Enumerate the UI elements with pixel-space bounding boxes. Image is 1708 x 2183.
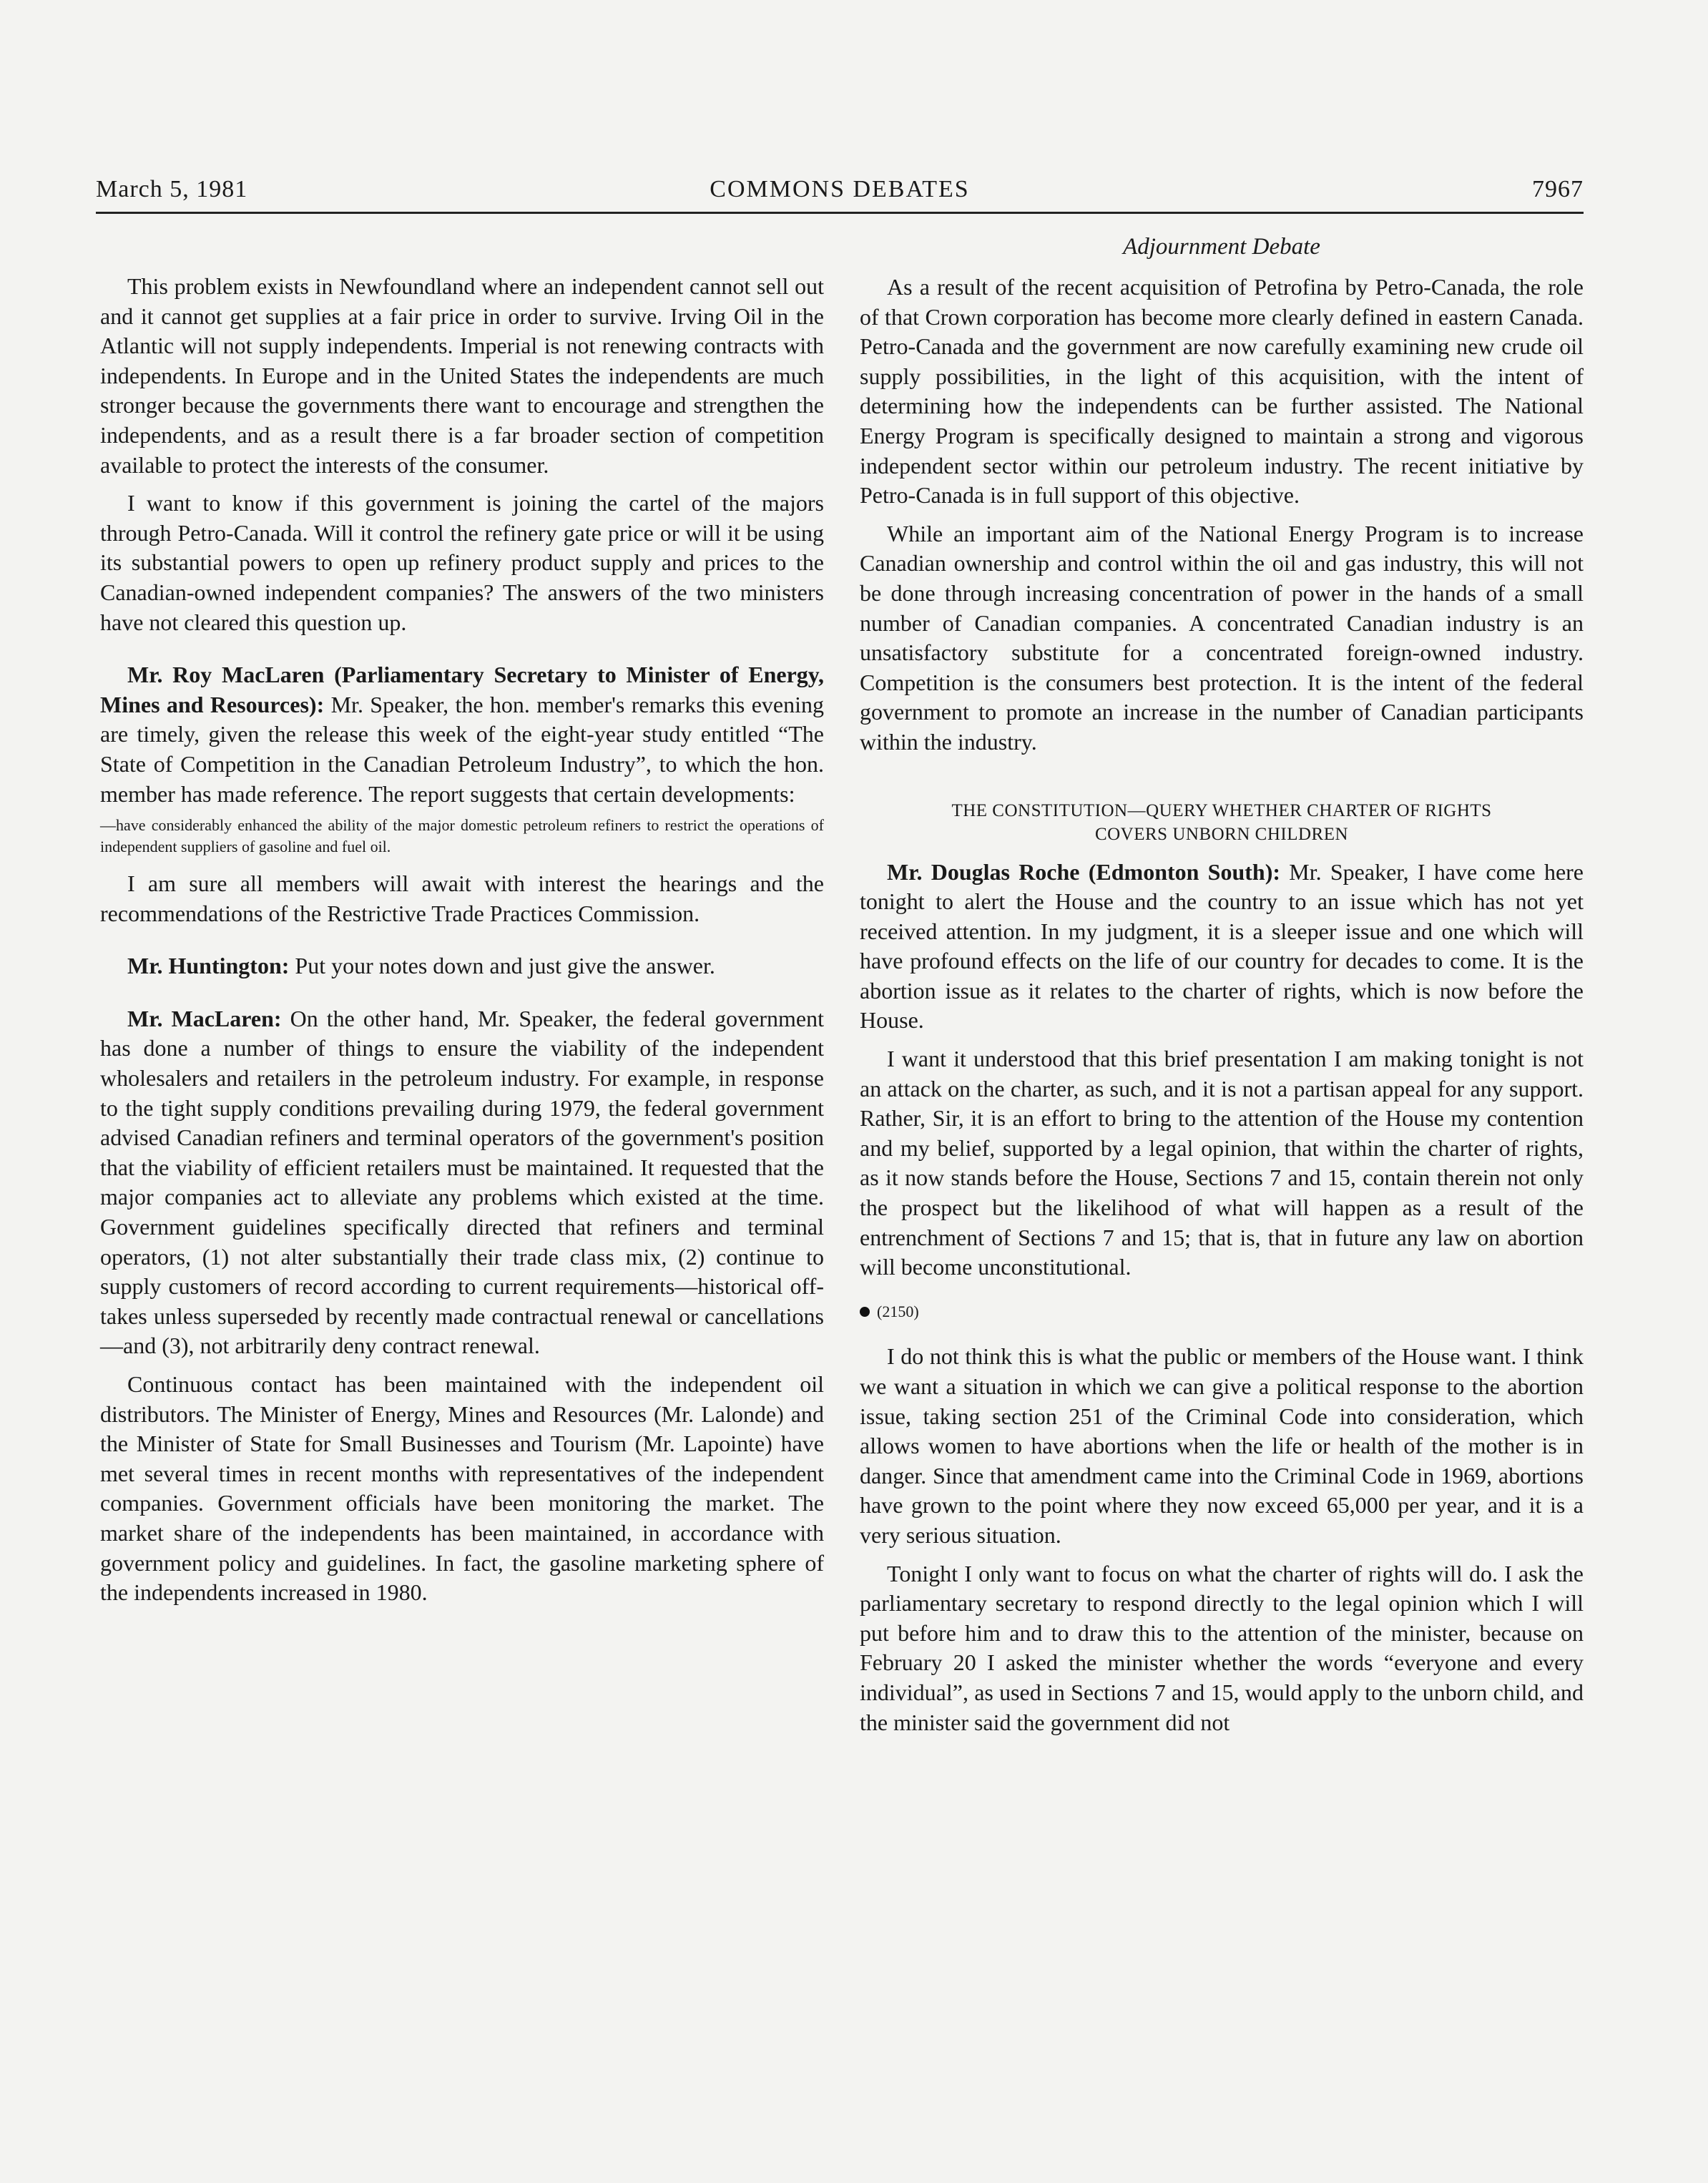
section-heading-line: COVERS UNBORN CHILDREN [1094, 824, 1349, 844]
speaker-name: Mr. Huntington: [127, 953, 290, 979]
speech-text: Mr. Speaker, I have come here tonight to alert the House and the country to an issue which has not yet received attention. In my judgment, it is a sleeper issue and one which will have profound effects on the life of our country for decades to come. It is the abortion issue as it relates to the charter of rights, which is now before the House. [860, 858, 1584, 1034]
section-heading-line: THE CONSTITUTION—QUERY WHETHER CHARTER OF RIGHTS [951, 800, 1492, 820]
header-date: March 5, 1981 [96, 176, 248, 202]
paragraph: Tonight I only want to focus on what the charter of rights will do. I ask the parliamentary secretary to respond directly to the legal opinion which I will put before him and to draw this to the attention of the minister, because on February 20 I asked the minister whether the words “everyone and every individual”, as used in Sections 7 and 15, would apply to the unborn child, and the minister said the government did not [860, 1560, 1584, 1735]
paragraph: As a result of the recent acquisition of Petrofina by Petro-Canada, the role of that Crown corporation has become more clearly defined in eastern Canada. Petro-Canada and the government are now carefully examining new crude oil supply possibilities, in the light of this acquisition, with the intent of determining how the independents can be further assisted. The National Energy Program is specifically designed to maintain a strong and vigorous independent sector within our petroleum industry. The recent initiative by Petro-Canada is in full support of this objective. [860, 274, 1584, 509]
speech-paragraph [100, 951, 824, 981]
time-marker-text: (2150) [877, 1302, 919, 1320]
paragraph: Continuous contact has been maintained with the independent oil distributors. The Minister of Energy, Mines and Resources (Mr. Lalonde) and the Minister of State for Small Businesses and Tourism (Mr. Lapointe) have met several times in recent months with representatives of the independent companies. Government officials have been monitoring the market. The market share of the independents has been maintained, in accordance with government policy and guidelines. In fact, the gasoline marketing sphere of the independents increased in 1980. [100, 1371, 824, 1606]
header-rule [96, 212, 1584, 214]
speech-paragraph [860, 858, 1584, 1036]
right-column [860, 232, 1584, 1746]
speech-paragraph [100, 1004, 824, 1361]
speaker-name: Mr. Douglas Roche (Edmonton South): [887, 858, 1281, 885]
speech-text: On the other hand, Mr. Speaker, the federal government has done a number of things to ensure the viability of the independent wholesalers and retailers in the petroleum industry. For example, in response to the tight supply conditions prevailing during 1979, the federal government advised Canadian refiners and terminal operators of the government's position that the viability of efficient retailers must be maintained. It requested that the major companies act to alleviate any problems which existed at the time. Government guidelines specifically directed that refiners and terminal operators, (1) not alter substantially their trade class mix, (2) continue to supply customers of record according to current requirements—historical off-takes unless superseded by recently made contractual renewal or cancellations—and (3), not arbitrarily deny contract renewal. [100, 1005, 824, 1359]
block-quote: —have considerably enhanced the ability of the major domestic petroleum refiners to restrict the operations of independent suppliers of gasoline and fuel oil. [100, 816, 824, 856]
speech-text: Put your notes down and just give the answer. [289, 953, 715, 979]
speech-text: Mr. Speaker, the hon. member's remarks this evening are timely, given the release this week of the eight-year study entitled “The State of Competition in the Canadian Petroleum Industry”, to which the hon. member has made reference. The report suggests that certain developments: [100, 691, 825, 807]
paragraph: While an important aim of the National Energy Program is to increase Canadian ownership and control within the oil and gas industry, this will not be done through increasing concentration of power in the hands of a small number of Canadian companies. A concentrated Canadian industry is an unsatisfactory substitute for a concentrated foreign-owned industry. Competition is the consumers best protection. It is the intent of the federal government to promote an increase in the number of Canadian participants within the industry. [860, 520, 1584, 755]
paragraph: I want to know if this government is joining the cartel of the majors through Petro-Canada. Will it control the refinery gate price or will it be using its substantial powers to open up refinery product supply and prices to the Canadian-owned independent companies? The answers of the two ministers have not cleared this question up. [100, 490, 824, 635]
speech-paragraph [100, 660, 824, 809]
time-marker [860, 1297, 1584, 1327]
page-header [96, 176, 1584, 212]
bullet-icon [860, 1307, 870, 1317]
paragraph: This problem exists in Newfoundland where an independent cannot sell out and it cannot get supplies at a fair price in order to survive. Irving Oil in the Atlantic will not supply independents. Imperial is not renewing contracts with independents. In Europe and in the United States the independents are much stronger because the governments there want to encourage and strengthen the independents, and as a result there is a far broader section of competition available to protect the interests of the consumer. [100, 273, 824, 478]
speaker-name: Mr. MacLaren: [127, 1005, 282, 1031]
header-page-number: 7967 [1532, 176, 1584, 202]
paragraph: I am sure all members will await with interest the hearings and the recommendations of the Restrictive Trade Practices Commission. [100, 870, 824, 926]
paragraph: I do not think this is what the public or members of the House want. I think we want a situation in which we can give a political response to the abortion issue, taking section 251 of the Criminal Code into consideration, which allows women to have abortions when the life or health of the mother is in danger. Since that amendment came into the Criminal Code in 1969, abortions have grown to the point where they now exceed 65,000 per year, and it is a very serious situation. [860, 1343, 1584, 1548]
left-column [100, 272, 824, 1617]
section-subhead: Adjournment Debate [1123, 234, 1320, 260]
paragraph: I want it understood that this brief presentation I am making tonight is not an attack on the charter, as such, and it is not a partisan appeal for any support. Rather, Sir, it is an effort to bring to the attention of the House my contention and my belief, supported by a legal opinion, that within the charter of rights, as it now stands before the House, Sections 7 and 15, contain therein not only the prospect but the likelihood of what will happen as a result of the entrenchment of Sections 7 and 15; that is, that in future any law on abortion will become unconstitutional. [860, 1046, 1584, 1280]
section-heading [860, 799, 1584, 846]
speaker-name: Mr. Roy MacLaren (Parliamentary Secretary to Minister of Energy, Mines and Resources): [100, 662, 824, 717]
header-title: COMMONS DEBATES [710, 176, 970, 202]
